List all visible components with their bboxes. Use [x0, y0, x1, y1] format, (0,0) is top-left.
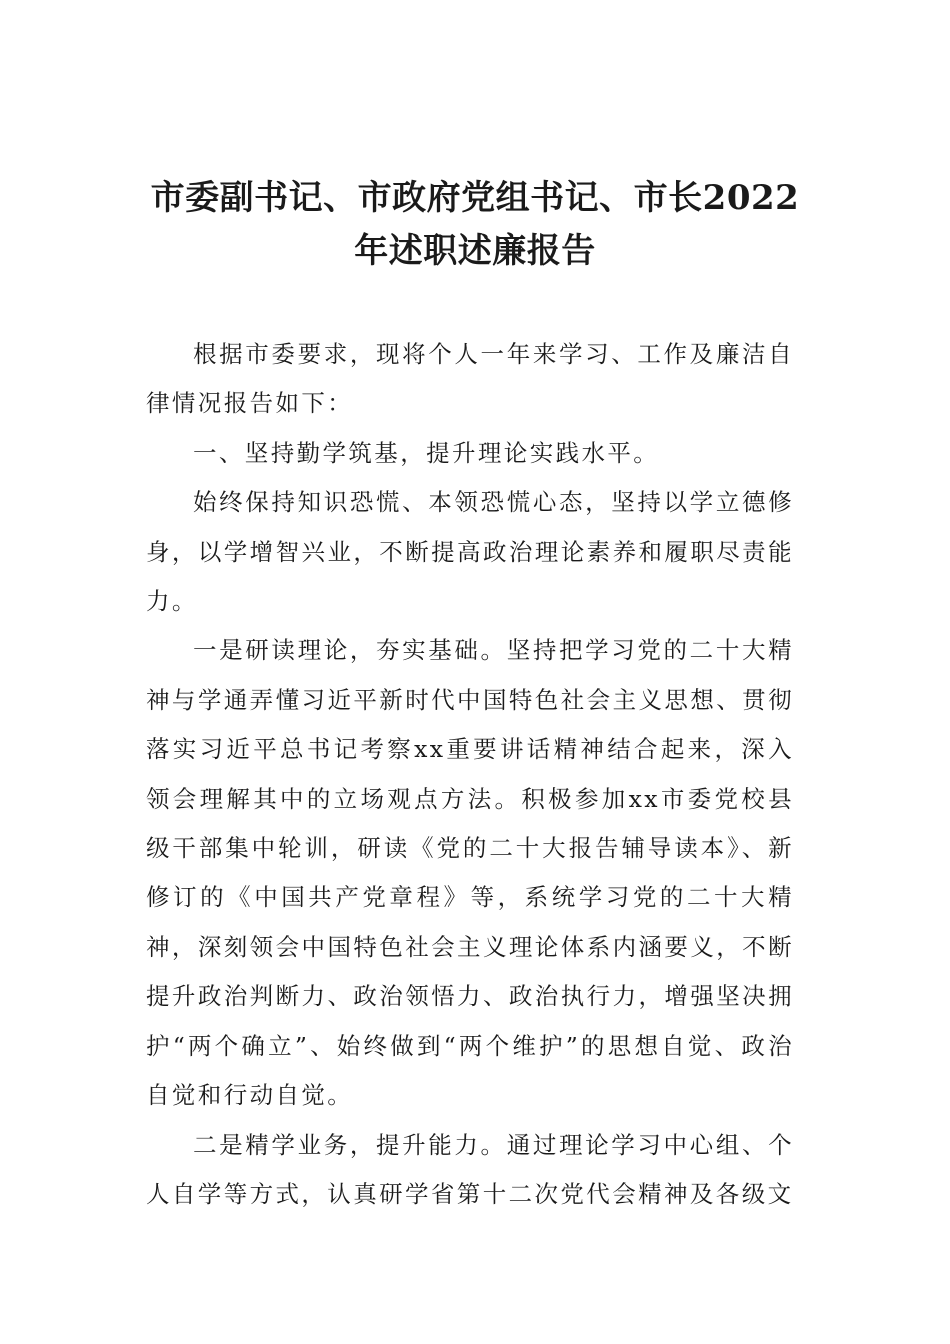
- paragraph-summary: 始终保持知识恐慌、本领恐慌心态，坚持以学立德修身，以学增智兴业，不断提高政治理论素养和履职尽责能力。: [146, 488, 794, 616]
- paragraph-business-study: 二是精学业务，提升能力。通过理论学习中心组、个人自学等方式，认真研学省第十二次党代会精神及各级文: [146, 1130, 794, 1208]
- paragraph-theory-study: 一是研读理论，夯实基础。坚持把学习党的二十大精神与学通弄懂习近平新时代中国特色社会主义思想、贯彻落实习近平总书记考察xx重要讲话精神结合起来，深入领会理解其中的立场观点方法。积极参加xx市委党校县级干部集中轮训，研读《党的二十大报告辅导读本》、新修订的《中国共产党章程》等，系统学习党的二十大精神，深刻领会中国特色社会主义理论体系内涵要义，不断提升政治判断力、政治领悟力、政治执行力，增强坚决拥护“两个确立”、始终做到“两个维护”的思想自觉、政治自觉和行动自觉。: [146, 636, 794, 1110]
- title-line-1: 市委副书记、市政府党组书记、市长2022: [150, 178, 800, 218]
- title-line-2: 年述职述廉报告: [354, 231, 596, 271]
- paragraph-intro: 根据市委要求，现将个人一年来学习、工作及廉洁自律情况报告如下：: [146, 340, 794, 418]
- document-body: [146, 330, 794, 1219]
- section-heading-1: 一、坚持勤学筑基，提升理论实践水平。: [193, 438, 660, 467]
- document-title: [140, 172, 810, 278]
